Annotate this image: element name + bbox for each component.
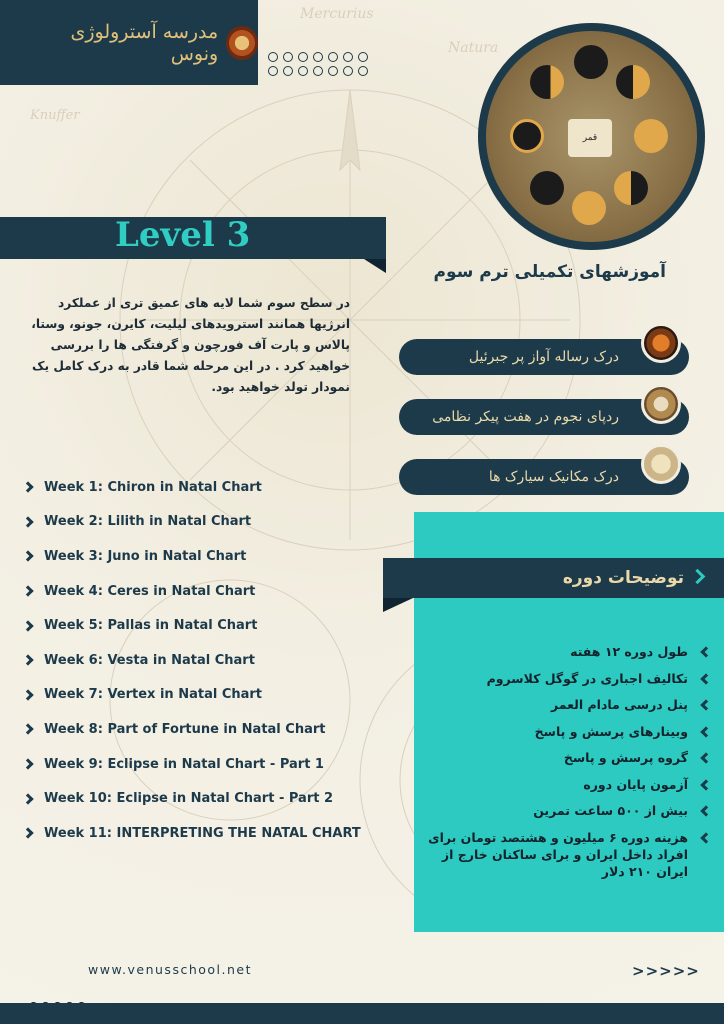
logo-text: مدرسه آسترولوژی ونوس: [70, 20, 219, 65]
list-item: Week 7: Vertex in Natal Chart: [24, 678, 361, 713]
astrolabe-diagram-icon: [641, 444, 681, 484]
logo-banner[interactable]: [0, 0, 258, 85]
moon-phase-icon: [530, 65, 564, 99]
list-item: Week 11: INTERPRETING THE NATAL CHART: [24, 816, 361, 851]
level-title: Level 3: [115, 215, 251, 255]
list-item: Week 1: Chiron in Natal Chart: [24, 470, 361, 505]
chevron-left-icon: [700, 805, 711, 816]
miniature-painting-icon: [641, 384, 681, 424]
chevron-right-icon: [22, 758, 33, 769]
moon-phase-icon: [530, 171, 564, 205]
banner-fold: [383, 598, 413, 612]
list-item: وبینارهای پرسش و پاسخ: [414, 723, 714, 750]
chevron-right-icon: [22, 482, 33, 493]
chevron-left-icon: [700, 646, 711, 657]
background-text: Knuffer: [30, 108, 80, 123]
dot-grid-decoration: [268, 52, 370, 76]
chevron-right-icon: [22, 828, 33, 839]
chevron-right-icon: [22, 793, 33, 804]
pill-label: ردپای نجوم در هفت پیکر نظامی: [432, 409, 619, 425]
chevron-right-icon: [22, 551, 33, 562]
list-item: آزمون پایان دوره: [414, 776, 714, 803]
moon-phase-icon: [510, 119, 544, 153]
chevron-right-icon: [22, 689, 33, 700]
chevron-left-icon: [700, 673, 711, 684]
list-item: تکالیف اجباری در گوگل کلاسروم: [414, 670, 714, 697]
pill-label: درک مکانیک سیارک ها: [488, 469, 619, 485]
list-item: هزینه دوره ۶ میلیون و هشتصد تومان برای افراد داخل ایران و برای ساکنان خارج از ایران ۲۱۰ دلار: [414, 829, 714, 880]
disk-label: قمر: [568, 119, 612, 157]
term-title: آموزشهای تکمیلی ترم سوم: [433, 262, 666, 282]
website-link[interactable]: www.venusschool.net: [88, 962, 253, 977]
description-title: توضیحات دوره: [562, 568, 684, 588]
background-text: Natura: [448, 40, 499, 56]
background-text: Mercurius: [300, 6, 374, 22]
slash-decoration: [28, 1002, 80, 1018]
bird-illustration-icon: [641, 323, 681, 363]
chevron-left-icon: [700, 726, 711, 737]
banner-fold: [364, 259, 386, 273]
list-item: Week 5: Pallas in Natal Chart: [24, 608, 361, 643]
chevron-right-icon: [22, 585, 33, 596]
chevron-right-icon: [22, 724, 33, 735]
features-list: [414, 643, 714, 880]
list-item: Week 2: Lilith in Natal Chart: [24, 505, 361, 540]
chevron-left-icon: [700, 832, 711, 843]
list-item: Week 3: Juno in Natal Chart: [24, 539, 361, 574]
list-item: پنل درسی مادام العمر: [414, 696, 714, 723]
list-item: Week 8: Part of Fortune in Natal Chart: [24, 712, 361, 747]
list-item: بیش از ۵۰۰ ساعت تمرین: [414, 802, 714, 829]
chevron-left-icon: [700, 779, 711, 790]
chevron-left-icon: [700, 699, 711, 710]
list-item: Week 6: Vesta in Natal Chart: [24, 643, 361, 678]
list-item: Week 10: Eclipse in Natal Chart - Part 2: [24, 781, 361, 816]
list-item: Week 4: Ceres in Natal Chart: [24, 574, 361, 609]
moon-phase-icon: [574, 45, 608, 79]
chevron-right-icon: [22, 620, 33, 631]
pill-label: درک رساله آواز پر جبرئیل: [468, 349, 619, 365]
chevron-right-icon: [22, 516, 33, 527]
list-item: طول دوره ۱۲ هفته: [414, 643, 714, 670]
moon-phase-icon: [572, 191, 606, 225]
chevron-left-icon: [700, 752, 711, 763]
moon-phase-icon: [616, 65, 650, 99]
venus-emblem-icon: [226, 26, 258, 60]
list-item: Week 9: Eclipse in Natal Chart - Part 1: [24, 747, 361, 782]
chevron-right-icon: [22, 655, 33, 666]
moon-phases-image: [478, 23, 705, 250]
moon-phase-icon: [634, 119, 668, 153]
arrows-decoration: >>>>>: [632, 962, 700, 980]
weeks-list: [24, 470, 361, 851]
footer-bar: [0, 1003, 724, 1024]
intro-paragraph: در سطح سوم شما لایه های عمیق تری از عملکرد انرژیها همانند استرویدهای لیلیت، کایرن، جونو، وستا، پالاس و پارت آف فورچون و گرفتگی ها را بررسی خواهید کرد . در این مرحله شما قادر به درک کامل یک نمودار تولد خواهید بود.: [31, 296, 350, 394]
moon-phase-icon: [614, 171, 648, 205]
list-item: گروه پرسش و پاسخ: [414, 749, 714, 776]
